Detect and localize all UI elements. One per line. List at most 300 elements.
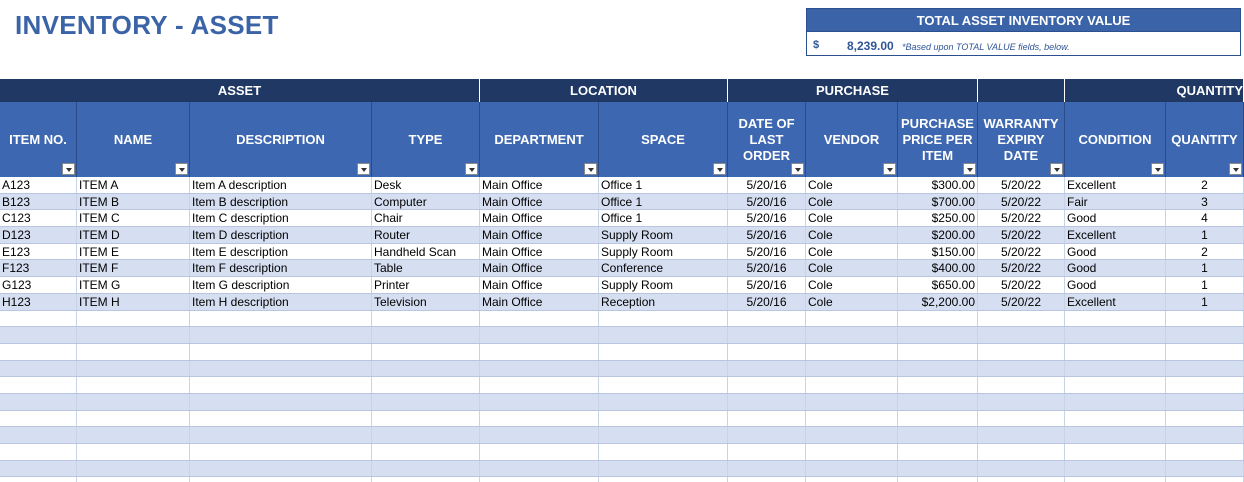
table-cell[interactable] — [0, 427, 77, 443]
table-cell[interactable] — [77, 427, 190, 443]
table-cell[interactable]: Router — [372, 227, 480, 243]
table-cell[interactable]: 5/20/22 — [978, 194, 1065, 210]
table-cell[interactable] — [0, 377, 77, 393]
table-cell[interactable]: ITEM C — [77, 210, 190, 226]
table-cell[interactable] — [1065, 411, 1166, 427]
table-cell[interactable] — [77, 444, 190, 460]
table-row — [0, 361, 1244, 378]
table-row — [0, 444, 1244, 461]
table-cell[interactable] — [806, 311, 898, 327]
table-cell[interactable] — [978, 427, 1065, 443]
table-cell[interactable]: 1 — [1166, 260, 1244, 276]
group-header-location — [480, 79, 728, 102]
total-value-header — [807, 9, 1240, 32]
filter-dropdown-icon[interactable] — [713, 163, 726, 175]
table-cell[interactable] — [978, 344, 1065, 360]
table-cell[interactable] — [806, 344, 898, 360]
table-cell[interactable] — [1065, 394, 1166, 410]
table-cell[interactable]: $300.00 — [898, 177, 978, 193]
column-header-quantity[interactable] — [1166, 102, 1244, 177]
table-cell[interactable]: 5/20/16 — [728, 260, 806, 276]
table-cell[interactable] — [480, 411, 599, 427]
table-cell[interactable]: $650.00 — [898, 277, 978, 293]
table-cell[interactable] — [0, 411, 77, 427]
table-cell[interactable]: Reception — [599, 294, 728, 310]
table-cell[interactable]: Cole — [806, 210, 898, 226]
table-cell[interactable]: 5/20/22 — [978, 277, 1065, 293]
table-cell[interactable] — [1065, 344, 1166, 360]
table-cell[interactable]: Main Office — [480, 194, 599, 210]
table-cell[interactable] — [1166, 377, 1244, 393]
table-cell[interactable]: Main Office — [480, 244, 599, 260]
table-cell[interactable] — [898, 477, 978, 482]
table-cell[interactable] — [372, 311, 480, 327]
table-cell[interactable] — [599, 394, 728, 410]
table-cell[interactable] — [898, 444, 978, 460]
table-cell[interactable] — [372, 361, 480, 377]
table-cell[interactable] — [599, 327, 728, 343]
total-value-row — [807, 32, 1240, 56]
table-cell[interactable]: 5/20/22 — [978, 227, 1065, 243]
table-cell[interactable]: ITEM F — [77, 260, 190, 276]
table-cell[interactable]: 5/20/22 — [978, 294, 1065, 310]
column-header-name[interactable] — [77, 102, 190, 177]
table-cell[interactable] — [599, 461, 728, 477]
total-currency-symbol: $ — [813, 39, 820, 51]
table-cell[interactable]: ITEM A — [77, 177, 190, 193]
table-cell[interactable]: 5/20/22 — [978, 244, 1065, 260]
table-cell[interactable] — [728, 427, 806, 443]
filter-dropdown-icon[interactable] — [357, 163, 370, 175]
group-header-purchase — [728, 79, 978, 102]
group-header-asset — [0, 79, 480, 102]
table-cell[interactable]: Supply Room — [599, 227, 728, 243]
table-cell[interactable] — [599, 377, 728, 393]
table-row — [0, 227, 1244, 244]
table-cell[interactable] — [728, 327, 806, 343]
table-cell[interactable] — [0, 361, 77, 377]
total-value-amount[interactable]: 8,239.00 — [847, 39, 894, 53]
table-row — [0, 294, 1244, 311]
table-row — [0, 394, 1244, 411]
table-body — [0, 177, 1244, 482]
table-cell[interactable]: Cole — [806, 194, 898, 210]
table-cell[interactable] — [372, 394, 480, 410]
column-header-label: SPACE — [641, 131, 685, 147]
table-cell[interactable]: Cole — [806, 294, 898, 310]
column-header-condition[interactable] — [1065, 102, 1166, 177]
table-cell[interactable]: Fair — [1065, 194, 1166, 210]
table-cell[interactable] — [599, 477, 728, 482]
column-header-label: DATE OF LAST ORDER — [738, 115, 795, 163]
table-cell[interactable]: 5/20/22 — [978, 210, 1065, 226]
table-cell[interactable] — [898, 411, 978, 427]
table-cell[interactable]: 1 — [1166, 277, 1244, 293]
table-row — [0, 377, 1244, 394]
table-cell[interactable] — [1166, 394, 1244, 410]
total-value-label: TOTAL ASSET INVENTORY VALUE — [916, 12, 1131, 28]
table-cell[interactable] — [77, 344, 190, 360]
table-cell[interactable] — [77, 411, 190, 427]
table-cell[interactable] — [190, 327, 372, 343]
table-cell[interactable] — [372, 327, 480, 343]
table-cell[interactable] — [190, 344, 372, 360]
table-cell[interactable] — [806, 361, 898, 377]
table-cell[interactable]: Good — [1065, 210, 1166, 226]
table-cell[interactable]: 2 — [1166, 177, 1244, 193]
table-cell[interactable] — [77, 311, 190, 327]
table-cell[interactable] — [728, 344, 806, 360]
table-cell[interactable] — [806, 327, 898, 343]
table-cell[interactable] — [480, 461, 599, 477]
table-cell[interactable]: Chair — [372, 210, 480, 226]
table-cell[interactable] — [480, 361, 599, 377]
table-cell[interactable]: F123 — [0, 260, 77, 276]
table-cell[interactable] — [599, 311, 728, 327]
table-cell[interactable]: E123 — [0, 244, 77, 260]
table-cell[interactable] — [480, 444, 599, 460]
table-cell[interactable]: 5/20/16 — [728, 227, 806, 243]
table-cell[interactable]: 5/20/16 — [728, 277, 806, 293]
table-cell[interactable]: 5/20/16 — [728, 210, 806, 226]
table-cell[interactable]: Main Office — [480, 177, 599, 193]
table-cell[interactable] — [1065, 461, 1166, 477]
table-cell[interactable]: Office 1 — [599, 210, 728, 226]
table-cell[interactable]: B123 — [0, 194, 77, 210]
filter-dropdown-icon[interactable] — [791, 163, 804, 175]
filter-dropdown-icon[interactable] — [883, 163, 896, 175]
table-cell[interactable]: 1 — [1166, 227, 1244, 243]
column-header-label: WARRANTY EXPIRY DATE — [983, 115, 1059, 163]
column-header-vendor[interactable] — [806, 102, 898, 177]
table-cell[interactable]: Cole — [806, 277, 898, 293]
table-cell[interactable]: ITEM G — [77, 277, 190, 293]
table-cell[interactable]: Item A description — [190, 177, 372, 193]
column-header-label: VENDOR — [823, 131, 880, 147]
table-cell[interactable] — [599, 427, 728, 443]
table-cell[interactable] — [1166, 411, 1244, 427]
table-cell[interactable] — [372, 444, 480, 460]
table-cell[interactable] — [1166, 477, 1244, 482]
filter-dropdown-icon[interactable] — [963, 163, 976, 175]
table-cell[interactable]: Item G description — [190, 277, 372, 293]
table-cell[interactable] — [77, 477, 190, 482]
column-header-label: DEPARTMENT — [494, 131, 584, 147]
table-cell[interactable]: Office 1 — [599, 177, 728, 193]
table-cell[interactable]: Conference — [599, 260, 728, 276]
table-cell[interactable] — [978, 461, 1065, 477]
column-header-label: NAME — [113, 131, 153, 147]
table-cell[interactable]: Supply Room — [599, 277, 728, 293]
table-cell[interactable]: 5/20/16 — [728, 177, 806, 193]
table-cell[interactable] — [190, 411, 372, 427]
table-cell[interactable] — [728, 311, 806, 327]
table-cell[interactable] — [1065, 477, 1166, 482]
table-cell[interactable]: Office 1 — [599, 194, 728, 210]
table-cell[interactable] — [1166, 427, 1244, 443]
table-cell[interactable]: Main Office — [480, 227, 599, 243]
table-cell[interactable]: Good — [1065, 260, 1166, 276]
table-cell[interactable]: Cole — [806, 244, 898, 260]
table-cell[interactable] — [806, 377, 898, 393]
table-cell[interactable] — [190, 377, 372, 393]
table-row — [0, 244, 1244, 261]
column-header-space[interactable] — [599, 102, 728, 177]
filter-dropdown-icon[interactable] — [175, 163, 188, 175]
table-row — [0, 311, 1244, 328]
table-cell[interactable] — [480, 327, 599, 343]
table-cell[interactable] — [599, 361, 728, 377]
table-cell[interactable]: $400.00 — [898, 260, 978, 276]
table-cell[interactable]: 5/20/16 — [728, 244, 806, 260]
table-cell[interactable]: Television — [372, 294, 480, 310]
table-cell[interactable] — [480, 311, 599, 327]
table-cell[interactable] — [1065, 361, 1166, 377]
table-cell[interactable]: A123 — [0, 177, 77, 193]
table-row — [0, 277, 1244, 294]
table-cell[interactable] — [978, 377, 1065, 393]
total-value-panel — [806, 8, 1241, 56]
table-cell[interactable] — [898, 344, 978, 360]
table-cell[interactable] — [1166, 327, 1244, 343]
table-cell[interactable] — [77, 377, 190, 393]
table-cell[interactable] — [77, 327, 190, 343]
column-header-label: ITEM NO. — [9, 131, 67, 147]
table-cell[interactable]: Item B description — [190, 194, 372, 210]
table-cell[interactable] — [806, 394, 898, 410]
table-cell[interactable] — [0, 311, 77, 327]
table-cell[interactable] — [190, 427, 372, 443]
table-cell[interactable] — [0, 394, 77, 410]
asset-inventory-table — [0, 79, 1244, 482]
table-row — [0, 477, 1244, 482]
table-cell[interactable]: 3 — [1166, 194, 1244, 210]
table-cell[interactable]: Item D description — [190, 227, 372, 243]
group-header-label: PURCHASE — [816, 83, 889, 98]
table-cell[interactable]: 1 — [1166, 294, 1244, 310]
table-cell[interactable]: Item C description — [190, 210, 372, 226]
column-header-label: DESCRIPTION — [236, 131, 325, 147]
table-cell[interactable] — [190, 311, 372, 327]
table-cell[interactable]: Handheld Scan — [372, 244, 480, 260]
table-cell[interactable] — [806, 427, 898, 443]
table-cell[interactable]: Excellent — [1065, 177, 1166, 193]
column-header-department[interactable] — [480, 102, 599, 177]
table-row — [0, 194, 1244, 211]
table-cell[interactable] — [190, 394, 372, 410]
table-cell[interactable] — [372, 344, 480, 360]
table-cell[interactable]: $150.00 — [898, 244, 978, 260]
table-cell[interactable] — [1166, 344, 1244, 360]
table-cell[interactable] — [898, 427, 978, 443]
total-value-note: *Based upon TOTAL VALUE fields, below. — [902, 42, 1070, 52]
table-cell[interactable] — [978, 444, 1065, 460]
filter-dropdown-icon[interactable] — [584, 163, 597, 175]
table-cell[interactable]: 5/20/22 — [978, 177, 1065, 193]
table-cell[interactable] — [480, 427, 599, 443]
group-header-row — [0, 79, 1244, 102]
table-cell[interactable]: 5/20/16 — [728, 194, 806, 210]
table-cell[interactable]: 5/20/22 — [978, 260, 1065, 276]
table-cell[interactable] — [372, 461, 480, 477]
table-cell[interactable] — [480, 477, 599, 482]
table-cell[interactable] — [480, 394, 599, 410]
table-cell[interactable] — [77, 461, 190, 477]
table-cell[interactable] — [898, 311, 978, 327]
filter-dropdown-icon[interactable] — [465, 163, 478, 175]
column-header-warranty-expiry-date[interactable] — [978, 102, 1065, 177]
table-cell[interactable] — [480, 344, 599, 360]
table-cell[interactable] — [728, 477, 806, 482]
table-cell[interactable]: C123 — [0, 210, 77, 226]
table-cell[interactable] — [0, 444, 77, 460]
table-cell[interactable] — [77, 394, 190, 410]
table-cell[interactable] — [1065, 444, 1166, 460]
table-cell[interactable] — [898, 461, 978, 477]
filter-dropdown-icon[interactable] — [1151, 163, 1164, 175]
table-cell[interactable] — [190, 477, 372, 482]
table-cell[interactable] — [0, 344, 77, 360]
table-cell[interactable]: Item F description — [190, 260, 372, 276]
table-row — [0, 344, 1244, 361]
table-row — [0, 260, 1244, 277]
table-cell[interactable]: ITEM B — [77, 194, 190, 210]
table-cell[interactable] — [728, 377, 806, 393]
table-cell[interactable] — [1065, 377, 1166, 393]
table-cell[interactable]: Item H description — [190, 294, 372, 310]
table-cell[interactable] — [190, 444, 372, 460]
table-cell[interactable]: Printer — [372, 277, 480, 293]
table-cell[interactable] — [978, 394, 1065, 410]
table-cell[interactable]: ITEM D — [77, 227, 190, 243]
table-cell[interactable]: G123 — [0, 277, 77, 293]
group-header-label: ASSET — [217, 83, 262, 98]
table-cell[interactable]: $250.00 — [898, 210, 978, 226]
table-cell[interactable] — [978, 327, 1065, 343]
table-cell[interactable] — [190, 461, 372, 477]
column-header-label: QUANTITY — [1171, 131, 1238, 147]
table-cell[interactable] — [1065, 311, 1166, 327]
table-cell[interactable] — [978, 477, 1065, 482]
table-cell[interactable] — [77, 361, 190, 377]
table-cell[interactable]: H123 — [0, 294, 77, 310]
table-cell[interactable] — [599, 344, 728, 360]
table-cell[interactable]: Main Office — [480, 294, 599, 310]
table-cell[interactable] — [0, 477, 77, 482]
table-cell[interactable] — [728, 361, 806, 377]
filter-dropdown-icon[interactable] — [62, 163, 75, 175]
table-cell[interactable] — [372, 377, 480, 393]
table-cell[interactable] — [978, 411, 1065, 427]
table-row — [0, 210, 1244, 227]
column-header-row — [0, 102, 1244, 177]
table-cell[interactable]: Main Office — [480, 210, 599, 226]
table-cell[interactable]: 4 — [1166, 210, 1244, 226]
table-cell[interactable] — [372, 411, 480, 427]
table-cell[interactable] — [898, 327, 978, 343]
table-row — [0, 411, 1244, 428]
column-header-purchase-price-per-item[interactable] — [898, 102, 978, 177]
table-cell[interactable]: Main Office — [480, 277, 599, 293]
column-header-item-no[interactable] — [0, 102, 77, 177]
table-cell[interactable] — [599, 411, 728, 427]
table-cell[interactable] — [372, 427, 480, 443]
table-cell[interactable]: $200.00 — [898, 227, 978, 243]
table-cell[interactable] — [1065, 427, 1166, 443]
table-cell[interactable]: Good — [1065, 277, 1166, 293]
column-header-description[interactable] — [190, 102, 372, 177]
table-cell[interactable] — [806, 477, 898, 482]
table-cell[interactable]: D123 — [0, 227, 77, 243]
table-cell[interactable]: Main Office — [480, 260, 599, 276]
table-cell[interactable]: ITEM H — [77, 294, 190, 310]
page-title: INVENTORY - ASSET — [15, 10, 279, 40]
column-header-label: PURCHASE PRICE PER ITEM — [901, 115, 974, 163]
table-cell[interactable]: Supply Room — [599, 244, 728, 260]
group-header-blank — [978, 79, 1065, 102]
table-cell[interactable]: Desk — [372, 177, 480, 193]
table-cell[interactable]: Item E description — [190, 244, 372, 260]
table-cell[interactable] — [728, 411, 806, 427]
table-cell[interactable]: Cole — [806, 177, 898, 193]
table-cell[interactable]: Good — [1065, 244, 1166, 260]
group-header-quantity — [1065, 79, 1244, 102]
table-cell[interactable]: $2,200.00 — [898, 294, 978, 310]
table-cell[interactable]: 5/20/16 — [728, 294, 806, 310]
table-cell[interactable] — [1166, 311, 1244, 327]
table-cell[interactable] — [372, 477, 480, 482]
table-cell[interactable] — [728, 461, 806, 477]
table-cell[interactable] — [728, 444, 806, 460]
table-cell[interactable] — [898, 394, 978, 410]
filter-dropdown-icon[interactable] — [1050, 163, 1063, 175]
table-cell[interactable] — [898, 377, 978, 393]
table-row — [0, 461, 1244, 478]
table-cell[interactable] — [1166, 444, 1244, 460]
table-cell[interactable] — [728, 394, 806, 410]
table-cell[interactable] — [978, 361, 1065, 377]
table-cell[interactable] — [0, 461, 77, 477]
column-header-date-of-last-order[interactable] — [728, 102, 806, 177]
table-cell[interactable]: Excellent — [1065, 294, 1166, 310]
table-cell[interactable] — [978, 311, 1065, 327]
table-cell[interactable] — [1166, 361, 1244, 377]
table-cell[interactable] — [898, 361, 978, 377]
group-header-label: LOCATION — [570, 83, 637, 98]
table-cell[interactable] — [806, 444, 898, 460]
table-cell[interactable]: $700.00 — [898, 194, 978, 210]
table-cell[interactable]: 2 — [1166, 244, 1244, 260]
table-cell[interactable]: ITEM E — [77, 244, 190, 260]
column-header-label: CONDITION — [1078, 131, 1152, 147]
table-cell[interactable] — [0, 327, 77, 343]
table-cell[interactable] — [599, 444, 728, 460]
table-cell[interactable]: Excellent — [1065, 227, 1166, 243]
table-cell[interactable] — [190, 361, 372, 377]
column-header-type[interactable] — [372, 102, 480, 177]
group-header-label: QUANTITY — [1176, 83, 1243, 98]
table-cell[interactable]: Cole — [806, 227, 898, 243]
table-cell[interactable] — [806, 461, 898, 477]
table-cell[interactable]: Cole — [806, 260, 898, 276]
table-cell[interactable] — [1166, 461, 1244, 477]
table-cell[interactable]: Computer — [372, 194, 480, 210]
table-cell[interactable]: Table — [372, 260, 480, 276]
table-cell[interactable] — [1065, 327, 1166, 343]
filter-dropdown-icon[interactable] — [1229, 163, 1242, 175]
table-cell[interactable] — [480, 377, 599, 393]
table-cell[interactable] — [806, 411, 898, 427]
